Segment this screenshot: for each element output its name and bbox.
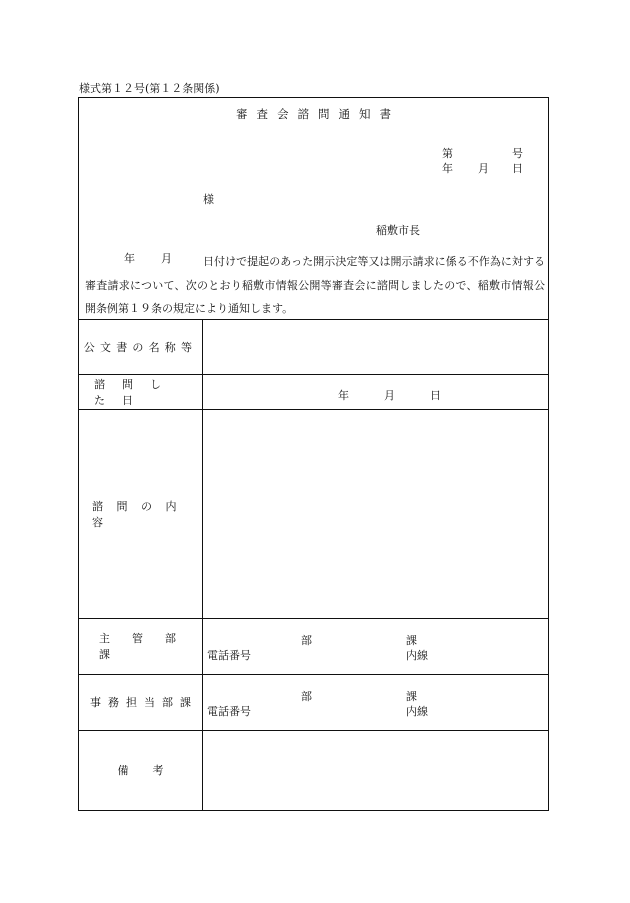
responsible-phone-label: 電話番号 (207, 649, 251, 662)
office-dept-label-text: 事務担当部課 (90, 696, 198, 709)
body-month: 月 (161, 252, 172, 265)
consult-content-label (79, 409, 202, 618)
form-label: 様式第１２号(第１２条関係) (79, 82, 220, 95)
notice-form (78, 97, 549, 811)
office-extension-label: 内線 (406, 705, 428, 718)
doc-name-label (79, 319, 202, 374)
addressee-suffix: 様 (203, 193, 214, 206)
office-dept-label (79, 674, 202, 730)
consult-date-label (79, 374, 202, 409)
body-year: 年 (124, 252, 135, 265)
column-divider (202, 319, 203, 810)
consult-content-label-text: 諮問の内容 (92, 499, 190, 529)
remarks-label-text: 備考 (117, 764, 188, 777)
date-day: 日 (512, 162, 523, 175)
doc-name-label-text: 公文書の名称等 (83, 340, 198, 354)
responsible-dept: 部 (301, 634, 312, 647)
document-title: 審査会諮問通知書 (236, 107, 400, 121)
date-month: 月 (478, 162, 489, 175)
office-dept: 部 (301, 690, 312, 703)
office-phone-label: 電話番号 (207, 705, 251, 718)
sender-name: 稲敷市長 (376, 224, 420, 237)
responsible-section: 課 (406, 634, 417, 647)
body-paragraph: 日付けで提起のあった開示決定等又は開示請求に係る不作為に対する審査請求について、次のとおり稲敷市情報公開等審査会に諮問しましたので、稲敷市情報公開条例第１９条の規定により通知します。 (85, 255, 545, 315)
office-section: 課 (406, 690, 417, 703)
number-prefix: 第 (442, 147, 453, 160)
number-suffix: 号 (512, 147, 523, 160)
responsible-dept-label-text: 主管部課 (99, 632, 198, 661)
responsible-dept-label (79, 618, 202, 674)
date-year: 年 (442, 162, 453, 175)
responsible-extension-label: 内線 (406, 649, 428, 662)
consult-date-day: 日 (430, 389, 441, 402)
consult-date-year: 年 (338, 389, 349, 402)
consult-date-label-text: 諮問した日 (94, 377, 178, 407)
remarks-label (79, 730, 202, 810)
consult-date-month: 月 (384, 389, 395, 402)
